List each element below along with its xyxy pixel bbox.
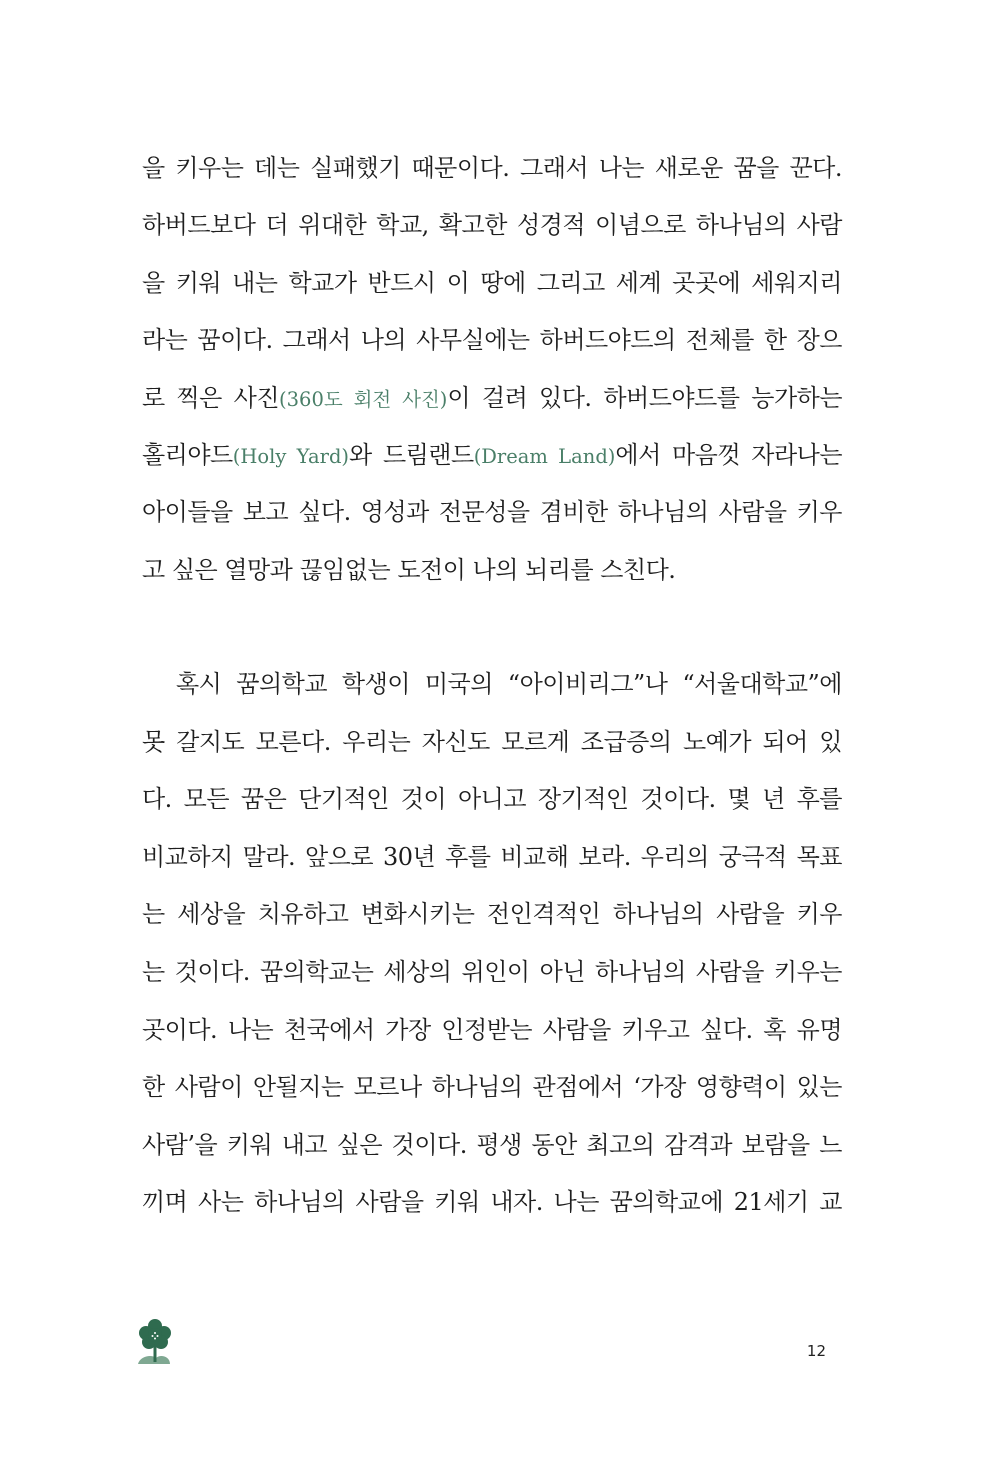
text-line: 한 사람이 안될지는 모르나 하나님의 관점에서 ‘가장 영향력이 있는	[142, 1073, 842, 1102]
text-line: 아이들을 보고 싶다. 영성과 전문성을 겸비한 하나님의 사람을 키우	[142, 498, 842, 527]
text-line: 곳이다. 나는 천국에서 가장 인정받는 사람을 키우고 싶다. 혹 유명	[142, 1015, 842, 1044]
text-segment: 와 드림랜드	[349, 440, 474, 469]
text-line: 끼며 사는 하나님의 사람을 키워 내자. 나는 꿈의학교에 21세기 교	[142, 1188, 842, 1217]
text-line	[142, 376, 842, 433]
text-line: 다. 모든 꿈은 단기적인 것이 아니고 장기적인 것이다. 몇 년 후를	[142, 785, 842, 814]
text-line: 라는 꿈이다. 그래서 나의 사무실에는 하버드야드의 전체를 한 장으	[142, 326, 842, 355]
text-segment: 홀리야드	[142, 440, 233, 469]
text-line	[142, 433, 842, 490]
text-segment: 로 찍은 사진	[142, 383, 280, 412]
flower-tree-icon	[136, 1318, 176, 1368]
page-number: 12	[806, 1342, 826, 1360]
text-line: 을 키우는 데는 실패했기 때문이다. 그래서 나는 새로운 꿈을 꾼다.	[142, 154, 842, 182]
parenthetical-note: (360도 회전 사진)	[279, 387, 448, 411]
text-line: 을 키워 내는 학교가 반드시 이 땅에 그리고 세계 곳곳에 세워지리	[142, 268, 842, 297]
text-line: 는 세상을 치유하고 변화시키는 전인격적인 하나님의 사람을 키우	[142, 900, 842, 929]
text-line: 비교하지 말라. 앞으로 30년 후를 비교해 보라. 우리의 궁극적 목표	[142, 842, 842, 871]
text-line: 하버드보다 더 위대한 학교, 확고한 성경적 이념으로 하나님의 사람	[142, 211, 842, 240]
text-segment: 에서 마음껏 자라나는	[615, 440, 842, 469]
parenthetical-note: (Holy Yard)	[232, 444, 350, 468]
text-line: 못 갈지도 모른다. 우리는 자신도 모르게 조급증의 노예가 되어 있	[142, 727, 842, 756]
text-line: 사람’을 키워 내고 싶은 것이다. 평생 동안 최고의 감격과 보람을 느	[142, 1130, 842, 1159]
paragraph-2	[142, 662, 842, 1238]
text-line: 혹시 꿈의학교 학생이 미국의 “아이비리그”나 “서울대학교”에	[176, 670, 842, 698]
text-line: 는 것이다. 꿈의학교는 세상의 위인이 아닌 하나님의 사람을 키우는	[142, 957, 842, 986]
text-line: 고 싶은 열망과 끊임없는 도전이 나의 뇌리를 스친다.	[142, 555, 676, 584]
paragraph-1	[142, 146, 842, 605]
text-segment: 이 걸려 있다. 하버드야드를 능가하는	[447, 383, 842, 412]
parenthetical-note: (Dream Land)	[473, 444, 616, 468]
